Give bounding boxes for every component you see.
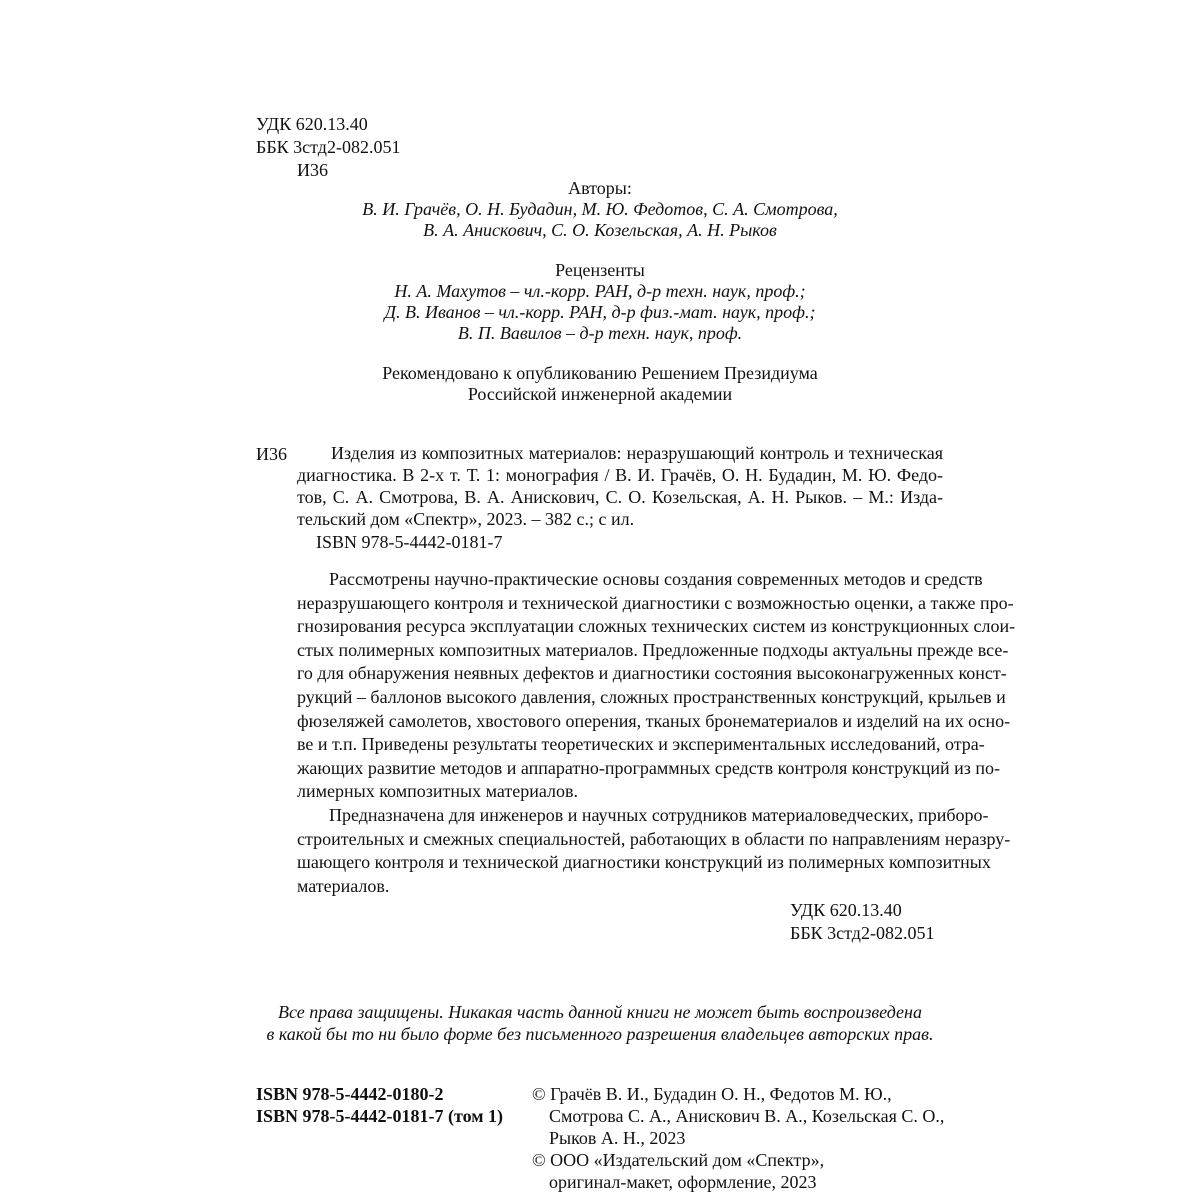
- copyright-line-3: Рыков А. Н., 2023: [549, 1128, 686, 1148]
- annotation-line: ве и т.п. Приведены результаты теоретических и экспериментальных исследований, отра-: [297, 734, 985, 755]
- bibliographic-line-2: диагностика. В 2-х т. Т. 1: монография / В. И. Грачёв, О. Н. Будадин, М. Ю. Федо-: [297, 465, 943, 485]
- annotation-line: жающих развитие методов и аппаратно-программных средств контроля конструкций из по-: [297, 757, 1001, 778]
- bbk-header: ББК 3стд2-082.051: [256, 137, 401, 157]
- reviewer-line-2: Д. В. Иванов – чл.-корр. РАН, д-р физ.-мат. наук, проф.;: [384, 302, 816, 322]
- annotation-line: лимерных композитных материалов.: [297, 781, 578, 802]
- annotation-line: стых полимерных композитных материалов. Предложенные подходы актуальны прежде все-: [297, 639, 1009, 660]
- authors-line-1: В. И. Грачёв, О. Н. Будадин, М. Ю. Федотов, С. А. Смотрова,: [362, 199, 838, 219]
- bibliographic-line-1: Изделия из композитных материалов: неразрушающий контроль и техническая: [331, 443, 943, 463]
- authors-line-2: В. А. Анискович, С. О. Козельская, А. Н. Рыков: [423, 220, 777, 240]
- annotation-line: фюзеляжей самолетов, хвостового оперения, тканых бронематериалов и изделий на их осно-: [297, 710, 1011, 731]
- annotation-line: го для обнаружения неявных дефектов и диагностики состояния высоконагруженных конст-: [297, 663, 1007, 684]
- reviewer-line-3: В. П. Вавилов – д-р техн. наук, проф.: [457, 323, 743, 343]
- annotation-line: рукций – баллонов высокого давления, сложных пространственных конструкций, крыльев и: [297, 687, 1006, 707]
- isbn-volume: ISBN 978-5-4442-0181-7 (том 1): [256, 1106, 504, 1126]
- annotation-line: строительных и смежных специальностей, работающих в области по направлениям неразру-: [297, 828, 1011, 849]
- annotation-line: Предназначена для инженеров и научных сотрудников материаловедческих, приборо-: [329, 805, 989, 825]
- rights-line-1: Все права защищены. Никакая часть данной книги не может быть воспроизведена: [278, 1002, 922, 1022]
- bibliographic-code: И36: [256, 444, 287, 464]
- bbk-footer: ББК 3стд2-082.051: [790, 923, 935, 943]
- bibliographic-line-4: тельский дом «Спектр», 2023. – 382 с.; с ил.: [297, 509, 635, 529]
- recommendation-line-2: Российской инженерной академии: [467, 384, 733, 404]
- annotation-line: материалов.: [297, 875, 390, 896]
- copyright-line-2: Смотрова С. А., Анискович В. А., Козельская С. О.,: [549, 1106, 945, 1126]
- reviewers-title: Рецензенты: [555, 260, 645, 280]
- annotation-line: шающего контроля и технической диагностики конструкций из полимерных композитных: [297, 852, 991, 873]
- bibliographic-isbn: ISBN 978-5-4442-0181-7: [316, 532, 503, 552]
- recommendation-line-1: Рекомендовано к опубликованию Решением Президиума: [382, 363, 818, 383]
- rights-line-2: в какой бы то ни было форме без письменного разрешения владельцев авторских прав.: [266, 1024, 934, 1044]
- bibliographic-line-3: тов, С. А. Смотрова, В. А. Анискович, С. О. Козельская, А. Н. Рыков. – М.: Изда-: [297, 487, 943, 507]
- udk-footer: УДК 620.13.40: [790, 900, 902, 920]
- annotation-line: гнозирования ресурса эксплуатации сложных технических систем из конструкционных слои-: [297, 616, 1016, 637]
- authors-title: Авторы:: [568, 178, 632, 198]
- isbn-set: ISBN 978-5-4442-0180-2: [256, 1084, 444, 1104]
- udk-header: УДК 620.13.40: [256, 114, 368, 134]
- copyright-line-5: оригинал-макет, оформление, 2023: [549, 1172, 817, 1192]
- author-mark: И36: [297, 160, 328, 180]
- reviewer-line-1: Н. А. Махутов – чл.-корр. РАН, д-р техн. наук, проф.;: [394, 281, 806, 301]
- copyright-line-4: © ООО «Издательский дом «Спектр»,: [532, 1150, 825, 1170]
- copyright-line-1: © Грачёв В. И., Будадин О. Н., Федотов М. Ю.,: [532, 1084, 892, 1104]
- annotation-line: неразрушающего контроля и технической диагностики с возможностью оценки, а также про-: [297, 592, 1014, 613]
- annotation-line: Рассмотрены научно-практические основы создания современных методов и средств: [329, 569, 983, 589]
